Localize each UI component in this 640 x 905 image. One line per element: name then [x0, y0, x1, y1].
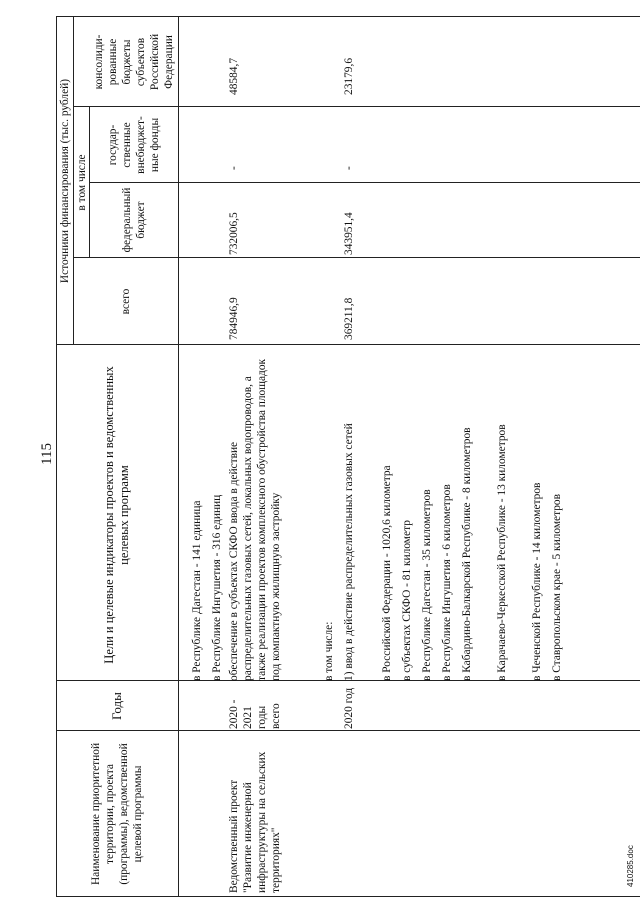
- list-item: в субъектах СКФО - 81 километр: [401, 520, 413, 681]
- row2-total: 369211,8: [343, 297, 355, 340]
- list-item: в Кабардино-Балкарской Республике - 8 километров: [461, 427, 473, 681]
- header-regional-budgets: консолиди-рованные бюджеты субъектов Российской Федерации: [93, 33, 175, 91]
- row2-years: 2020 год: [343, 687, 355, 729]
- header-goals-column: Цели и целевые индикаторы проектов и ведомственных целевых программ: [102, 366, 131, 664]
- row1-regional: 48584,7: [228, 57, 240, 95]
- list-item: в Российской Федерации - 1020,6 километра: [381, 465, 393, 681]
- list-item: в Республике Дагестан - 141 единица: [191, 500, 203, 681]
- col-divider-5: [89, 182, 640, 183]
- row2-goal: 1) ввод в действие распределительных газовых сетей: [343, 423, 355, 681]
- row2-federal: 343951,4: [343, 212, 355, 255]
- including-label: в том числе:: [323, 621, 335, 681]
- header-funding-title: Источники финансирования (тыс. рублей): [59, 78, 71, 284]
- document-id: 410285.doc: [626, 845, 635, 887]
- header-total: всего: [120, 288, 132, 315]
- row2-regional: 23179,6: [343, 57, 355, 95]
- table-left-border: [56, 896, 640, 897]
- row1-years: 2020 - 2021 годы всего: [228, 699, 282, 729]
- row1-goal: обеспечение в субъектах СКФО ввода в действие распределительных газовых сетей, локальных водопроводов, а также реализации проектов комплексного обустройства площадок под компактную жилищную застройку: [228, 358, 282, 681]
- list-item: в Карачаево-Черкесской Республике - 13 километров: [496, 424, 508, 681]
- list-item: в Чеченской Республике - 14 километров: [531, 482, 543, 681]
- row2-state-funds: -: [343, 166, 355, 170]
- col-divider-6: [73, 106, 640, 107]
- list-item: в Ставропольском крае - 5 километров: [551, 494, 563, 681]
- header-federal-budget: федеральный бюджет: [121, 187, 147, 253]
- header-bottom-border: [178, 17, 179, 897]
- header-including: в том числе: [75, 154, 88, 211]
- header-state-funds: государ-ственные внебюджет-ные фонды: [107, 116, 161, 174]
- row1-total: 784946,9: [228, 297, 240, 340]
- list-item: в Республике Дагестан - 35 километров: [421, 489, 433, 681]
- header-name-column: Наименование приоритетной территории, проекта (программы), ведомственной целевой программы: [90, 742, 144, 886]
- header-years-column: Годы: [109, 692, 124, 720]
- row1-state-funds: -: [228, 166, 240, 170]
- project-name: Ведомственный проект "Развитие инженерной инфраструктуры на сельских территориях": [228, 751, 282, 893]
- page-number: 115: [39, 443, 55, 465]
- table-right-border: [56, 16, 640, 17]
- list-item: в Республике Ингушетия - 6 километров: [441, 484, 453, 681]
- row1-federal: 732006,5: [228, 212, 240, 255]
- col-divider-1: [56, 730, 640, 731]
- list-item: в Республике Ингушетия - 316 единиц: [211, 494, 223, 681]
